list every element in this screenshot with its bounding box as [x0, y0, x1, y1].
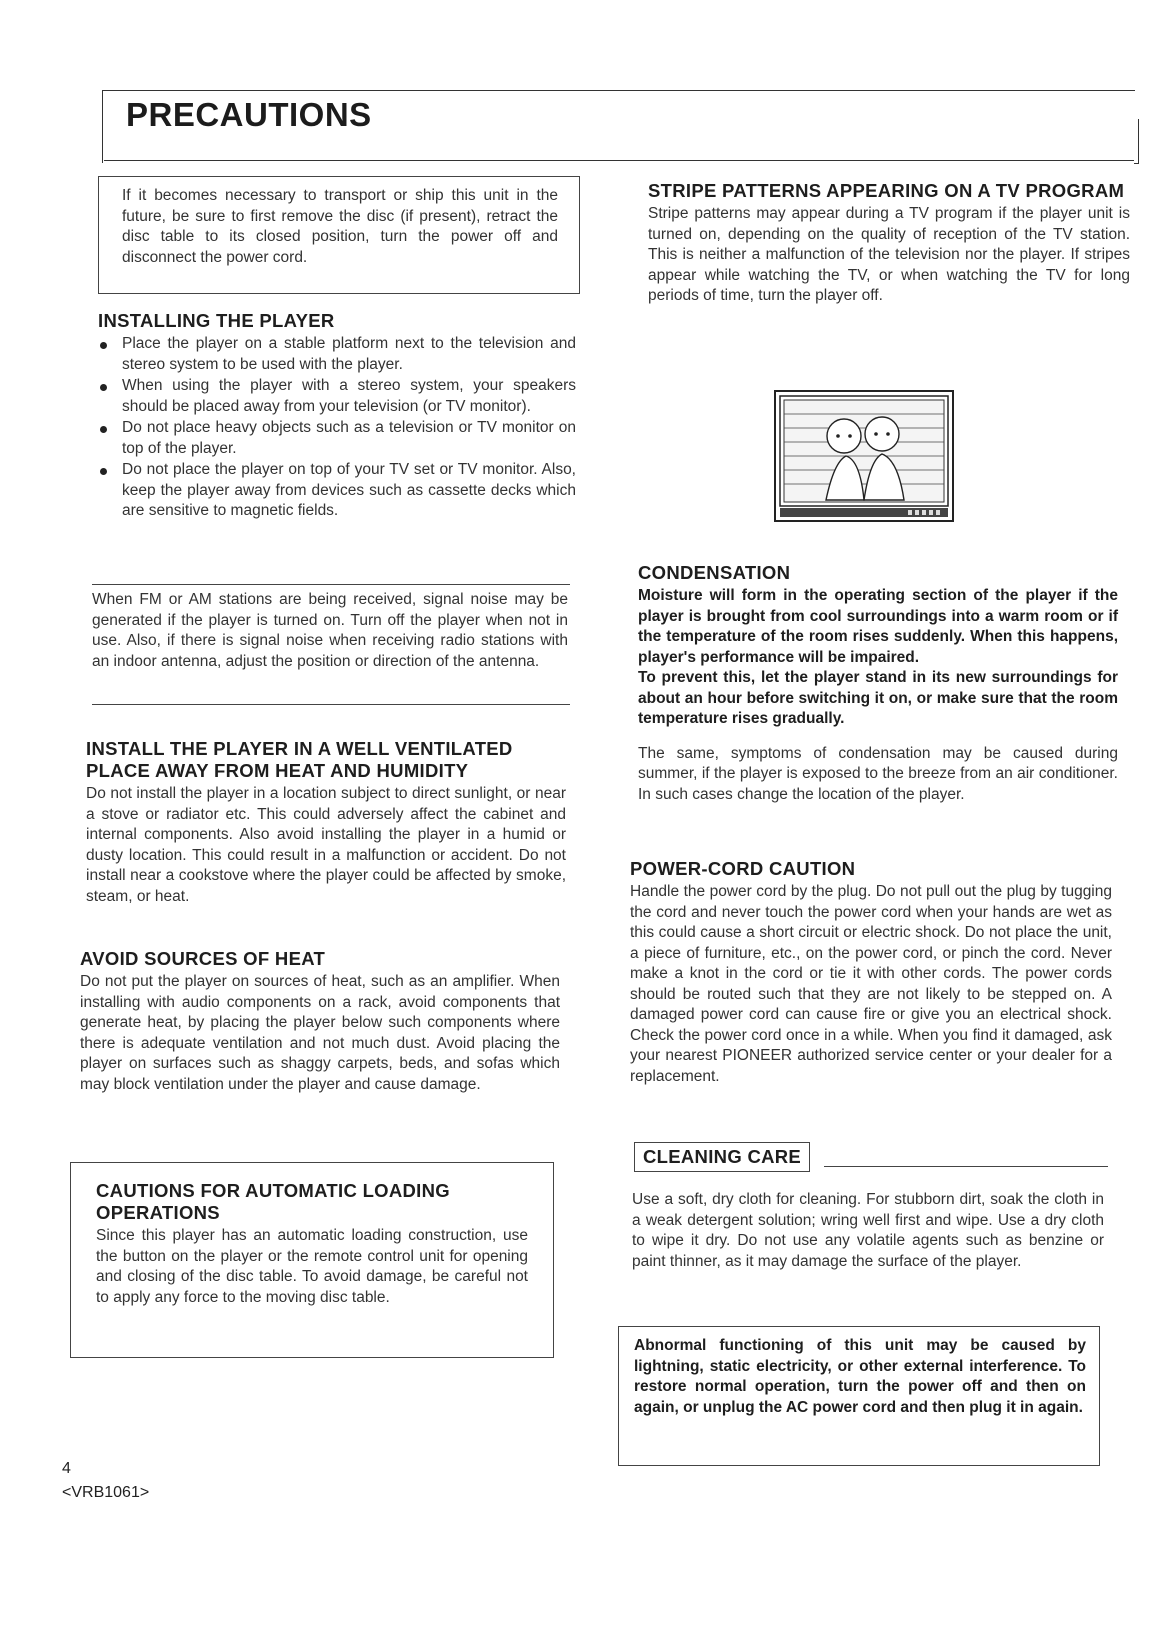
radio-note — [92, 590, 568, 672]
stripe-section — [648, 180, 1130, 307]
radio-note-text: When FM or AM stations are being received, signal noise may be generated if the player is turned on. Turn off the player when not in use. Also, if there is signal noise when receiving radio stations with an indoor antenna, adjust the position or direction of the antenna. — [92, 591, 568, 670]
heat-section — [80, 948, 560, 1095]
page-title: PRECAUTIONS — [126, 96, 372, 133]
power-cord-heading: POWER-CORD CAUTION — [630, 858, 856, 879]
installing-list — [98, 334, 576, 522]
cleaning-heading: CLEANING CARE — [634, 1142, 810, 1172]
condensation-bold-text-2: To prevent this, let the player stand in its new surroundings for about an hour before switching it on, or make sure that the room temperature rises gradually. — [638, 669, 1118, 727]
stripe-heading: STRIPE PATTERNS APPEARING ON A TV PROGRAM — [648, 180, 1125, 201]
ventilated-heading: INSTALL THE PLAYER IN A WELL VENTILATED PLACE AWAY FROM HEAT AND HUMIDITY — [86, 738, 513, 781]
list-item: Do not place heavy objects such as a television or TV monitor on top of the player. — [98, 418, 576, 459]
list-item: When using the player with a stereo system, your speakers should be placed away from your television (or TV monitor). — [98, 376, 576, 417]
list-item: Place the player on a stable platform next to the television and stereo system to be used with the player. — [98, 334, 576, 375]
abnormal-note — [634, 1336, 1086, 1418]
transport-note — [122, 186, 558, 268]
auto-loading-text: Since this player has an automatic loading construction, use the button on the player or the remote control unit for opening and closing of the disc table. To avoid damage, be careful not to apply any force to the moving disc table. — [96, 1227, 528, 1306]
heat-text: Do not put the player on sources of heat, such as an amplifier. When installing with audio components on a rack, avoid components that generate heat, by placing the player below such components where there is adequate ventilation and not much dust. Avoid placing the player on surfaces such as shaggy carpets, beds, and sofas which may block ventilation under the player and cause damage. — [80, 973, 560, 1093]
power-cord-section — [630, 858, 1112, 1087]
divider — [92, 584, 570, 585]
cleaning-section — [632, 1190, 1104, 1272]
transport-note-text: If it becomes necessary to transport or ship this unit in the future, be sure to first remove the disc (if present), retract the disc table to its closed position, turn the power off and disconnect the power cord. — [122, 187, 558, 266]
power-cord-text: Handle the power cord by the plug. Do not pull out the plug by tugging the cord and never touch the power cord when your hands are wet as this could cause a short circuit or electric shock. Do not place the unit, a piece of furniture, etc., on the power cord, or pinch the cord. Never make a knot in the cord or tie it with other cords. The power cords should be routed such that they are not likely to be stepped on. A damaged power cord can cause fire or give you an electrical shock. Check the power cord once in a while. When you find it damaged, ask your nearest PIONEER authorized service center or your dealer for a replacement. — [630, 883, 1112, 1085]
abnormal-note-text: Abnormal functioning of this unit may be caused by lightning, static electricity, or other external interference. To restore normal operation, turn the power off and then on again, or unplug the AC power cord and then plug it in again. — [634, 1337, 1086, 1416]
ventilated-section — [86, 738, 566, 907]
heat-heading: AVOID SOURCES OF HEAT — [80, 948, 326, 969]
list-item: Do not place the player on top of your TV set or TV monitor. Also, keep the player away from devices such as cassette decks which are sensitive to magnetic fields. — [98, 460, 576, 522]
condensation-bold-text-1: Moisture will form in the operating section of the player if the player is brought from cool surroundings into a warm room or if the temperature of the room rises suddenly. When this happens, player's performance will be impaired. — [638, 587, 1118, 666]
divider — [92, 704, 570, 705]
condensation-text: The same, symptoms of condensation may be caused during summer, if the player is exposed to the breeze from an air conditioner. In such cases change the location of the player. — [638, 744, 1118, 803]
condensation-heading: CONDENSATION — [638, 562, 791, 583]
stripe-text: Stripe patterns may appear during a TV program if the player unit is turned on, depending on the quality of reception of the TV station. This is neither a malfunction of the television nor the player. If stripes appear while watching the TV, or when watching the TV for long periods of time, turn the player off. — [648, 205, 1130, 304]
condensation-section — [638, 562, 1118, 805]
page-number: 4 — [62, 1460, 71, 1477]
auto-loading-section — [96, 1180, 528, 1308]
installing-section — [98, 310, 576, 523]
cleaning-text: Use a soft, dry cloth for cleaning. For stubborn dirt, soak the cloth in a weak detergent solution; wring well first and wipe. Use a dry cloth to wipe it dry. Do not use any volatile agents such as benzine or paint thinner, as it may damage the surface of the player. — [632, 1191, 1104, 1270]
ventilated-text: Do not install the player in a location subject to direct sunlight, or near a stove or radiator etc. This could adversely affect the cabinet and internal components. Also avoid installing the player in a humid or dusty location. This could result in a malfunction or accident. Do not install near a cookstove where the player could be affected by smoke, steam, or heat. — [86, 785, 566, 905]
cleaning-rule — [824, 1166, 1108, 1167]
auto-loading-heading: CAUTIONS FOR AUTOMATIC LOADING OPERATIONS — [96, 1180, 450, 1223]
tv-illustration — [774, 390, 954, 522]
title-rule — [104, 160, 1134, 161]
installing-heading: INSTALLING THE PLAYER — [98, 310, 335, 331]
doc-code: <VRB1061> — [62, 1484, 150, 1501]
